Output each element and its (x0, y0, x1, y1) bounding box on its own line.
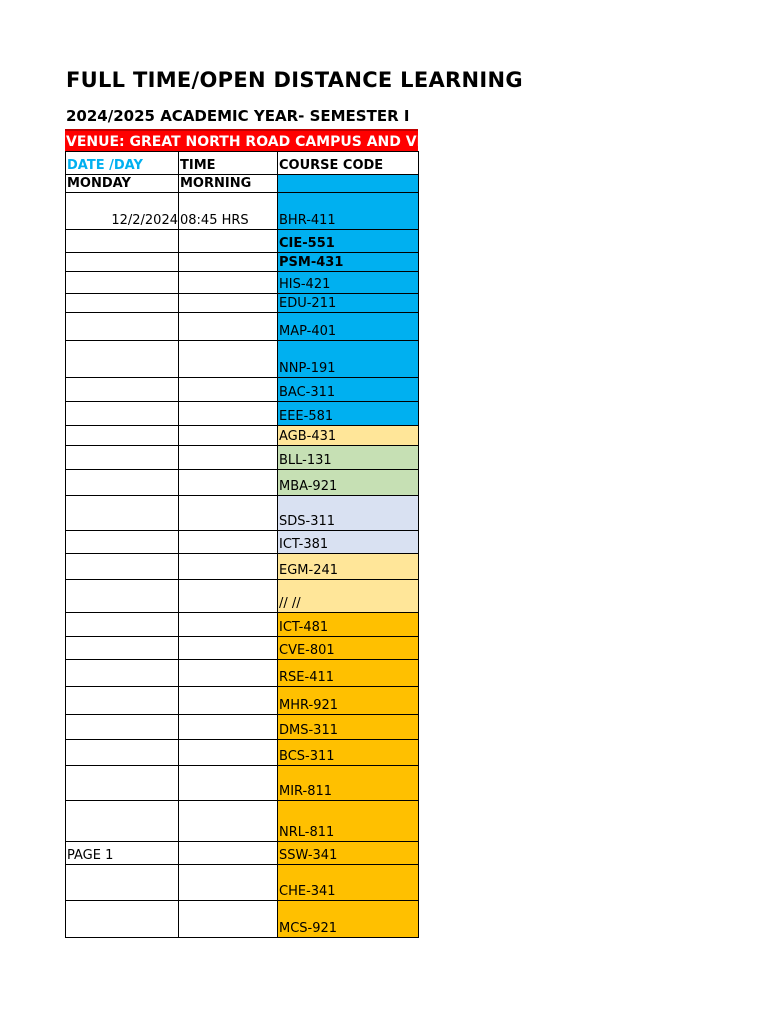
time-cell (179, 901, 278, 938)
date-cell (66, 613, 179, 637)
table-header-row (66, 152, 419, 175)
page-label: PAGE 1 (66, 842, 179, 865)
date-cell (66, 901, 179, 938)
course-code-cell: SDS-311 (278, 496, 419, 531)
course-code-cell: CHE-341 (278, 865, 419, 901)
table-row (66, 193, 419, 230)
course-code-cell: MIR-811 (278, 766, 419, 801)
time-cell (179, 531, 278, 554)
column-header-course-code: COURSE CODE (278, 152, 419, 175)
session-cell: MORNING (179, 175, 278, 193)
table-row (66, 766, 419, 801)
table-row (66, 554, 419, 580)
time-cell (179, 687, 278, 715)
date-cell (66, 313, 179, 341)
table-row (66, 378, 419, 402)
table-row (66, 341, 419, 378)
course-code-cell: DMS-311 (278, 715, 419, 740)
date-cell (66, 554, 179, 580)
time-cell (179, 294, 278, 313)
table-row (66, 715, 419, 740)
time-cell (179, 637, 278, 660)
time-cell (179, 766, 278, 801)
time-cell (179, 230, 278, 253)
column-header-date: DATE /DAY (66, 152, 179, 175)
course-code-cell: HIS-421 (278, 272, 419, 294)
table-row (66, 660, 419, 687)
table-row (66, 865, 419, 901)
course-code-cell: ICT-381 (278, 531, 419, 554)
date-cell (66, 402, 179, 426)
date-cell (66, 470, 179, 496)
time-cell (179, 660, 278, 687)
date-cell (66, 580, 179, 613)
course-code-cell: PSM-431 (278, 253, 419, 272)
table-row (66, 496, 419, 531)
date-cell (66, 801, 179, 842)
course-code-cell: BHR-411 (278, 193, 419, 230)
course-code-cell: BAC-311 (278, 378, 419, 402)
table-row (66, 446, 419, 470)
table-row (66, 740, 419, 766)
date-cell (66, 253, 179, 272)
table-row (66, 901, 419, 938)
time-cell (179, 402, 278, 426)
table-row (66, 272, 419, 294)
course-code-cell: MAP-401 (278, 313, 419, 341)
date-cell (66, 230, 179, 253)
table-row (66, 531, 419, 554)
time-cell (179, 496, 278, 531)
course-code-cell: NNP-191 (278, 341, 419, 378)
course-code-cell: CVE-801 (278, 637, 419, 660)
time-cell (179, 378, 278, 402)
course-code-cell: EGM-241 (278, 554, 419, 580)
time-cell (179, 554, 278, 580)
course-code-cell: MCS-921 (278, 901, 419, 938)
course-code-cell: AGB-431 (278, 426, 419, 446)
table-row (66, 637, 419, 660)
table-row (66, 613, 419, 637)
page-title: FULL TIME/OPEN DISTANCE LEARNING (66, 68, 523, 92)
date-cell (66, 272, 179, 294)
table-row (66, 842, 419, 865)
date-cell (66, 426, 179, 446)
time-cell (179, 865, 278, 901)
time-cell (179, 801, 278, 842)
course-code-cell: NRL-811 (278, 801, 419, 842)
table-row (66, 313, 419, 341)
time-cell (179, 341, 278, 378)
venue-banner: VENUE: GREAT NORTH ROAD CAMPUS AND VILLA (65, 129, 418, 151)
time-cell (179, 842, 278, 865)
date-cell (66, 341, 179, 378)
time-cell (179, 715, 278, 740)
table-row (66, 230, 419, 253)
column-header-time: TIME (179, 152, 278, 175)
course-code-cell: MBA-921 (278, 470, 419, 496)
table-row (66, 402, 419, 426)
table-row (66, 470, 419, 496)
time-cell (179, 470, 278, 496)
course-code-cell: SSW-341 (278, 842, 419, 865)
date-cell: 12/2/2024 (66, 193, 179, 230)
date-cell (66, 531, 179, 554)
course-code-cell: ICT-481 (278, 613, 419, 637)
date-cell (66, 496, 179, 531)
time-cell (179, 613, 278, 637)
course-cell-empty (278, 175, 419, 193)
table-row (66, 294, 419, 313)
time-cell (179, 253, 278, 272)
table-row (66, 687, 419, 715)
day-cell: MONDAY (66, 175, 179, 193)
date-cell (66, 715, 179, 740)
date-cell (66, 446, 179, 470)
time-cell (179, 272, 278, 294)
course-code-cell: // // (278, 580, 419, 613)
date-cell (66, 660, 179, 687)
time-cell (179, 580, 278, 613)
page-subtitle: 2024/2025 ACADEMIC YEAR- SEMESTER I (66, 107, 410, 125)
table-row (66, 253, 419, 272)
date-cell (66, 687, 179, 715)
course-code-cell: MHR-921 (278, 687, 419, 715)
day-row (66, 175, 419, 193)
time-cell: 08:45 HRS (179, 193, 278, 230)
time-cell (179, 446, 278, 470)
date-cell (66, 766, 179, 801)
course-code-cell: CIE-551 (278, 230, 419, 253)
date-cell (66, 740, 179, 766)
date-cell (66, 637, 179, 660)
table-row (66, 801, 419, 842)
date-cell (66, 378, 179, 402)
time-cell (179, 426, 278, 446)
exam-timetable (65, 151, 419, 938)
course-code-cell: BCS-311 (278, 740, 419, 766)
course-code-cell: EEE-581 (278, 402, 419, 426)
time-cell (179, 740, 278, 766)
course-code-cell: BLL-131 (278, 446, 419, 470)
table-row (66, 426, 419, 446)
date-cell (66, 865, 179, 901)
time-cell (179, 313, 278, 341)
course-code-cell: EDU-211 (278, 294, 419, 313)
table-row (66, 580, 419, 613)
course-code-cell: RSE-411 (278, 660, 419, 687)
date-cell (66, 294, 179, 313)
